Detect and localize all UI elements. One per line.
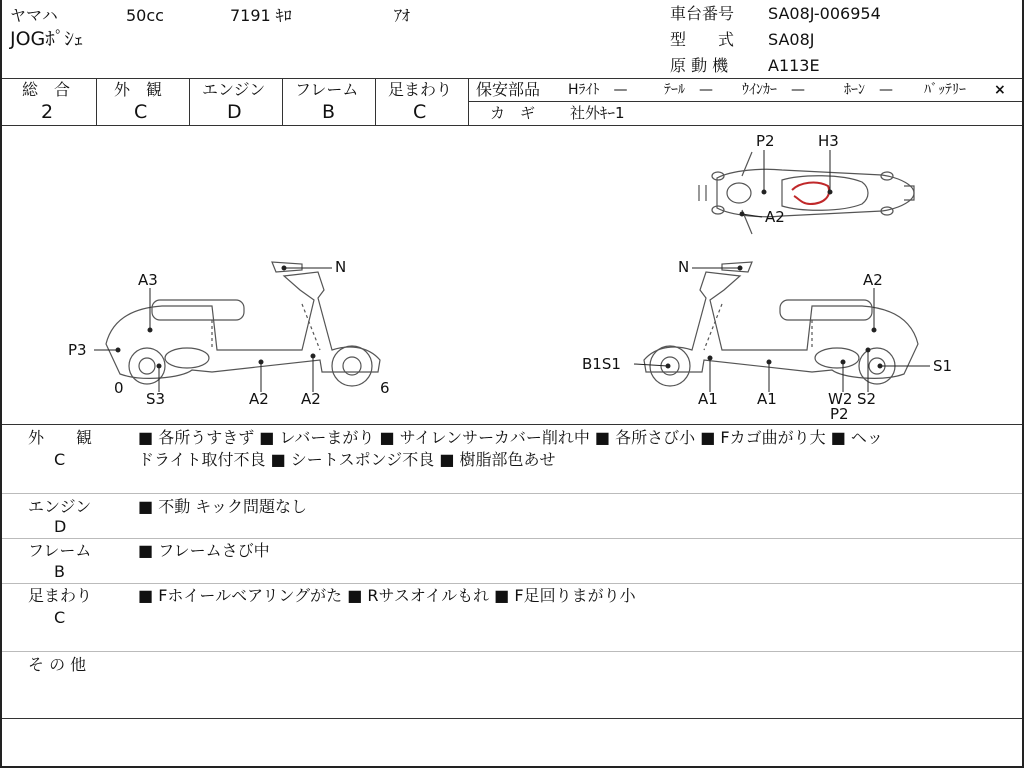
battery-missing-mark: × <box>994 82 1006 98</box>
notes-suspension-text: ■ Fホイールベアリングがた ■ Rサスオイルもれ ■ F足回りまがり小 <box>138 586 636 605</box>
color: ｱｵ <box>394 6 411 25</box>
notes-frame-grade: B <box>54 562 65 581</box>
engine-grade: D <box>227 101 242 123</box>
model-name: JOGﾎﾟｼｪ <box>10 28 84 50</box>
notes-exterior-line2: ドライト取付不良 ■ シートスポンジ不良 ■ 樹脂部色あせ <box>138 450 556 469</box>
label-top-a2: A2 <box>765 208 785 226</box>
label-right-a1b: A1 <box>757 390 777 408</box>
suspension-grade: C <box>413 101 427 123</box>
grade-divider <box>375 78 376 125</box>
scooter-diagram <box>2 126 1022 424</box>
label-left-a2b: A2 <box>301 390 321 408</box>
safety-headlight: Hﾗｲﾄ — <box>568 82 628 98</box>
grade-divider <box>96 78 97 125</box>
displacement: 50cc <box>126 6 164 25</box>
label-left-s3: S3 <box>146 390 166 408</box>
safety-tail: ﾃｰﾙ — <box>664 82 713 98</box>
label-top-h3: H3 <box>818 132 839 150</box>
exterior-grade-label: 外 観 <box>114 80 163 99</box>
label-top-p2: P2 <box>756 132 775 150</box>
mileage: 7191 ｷﾛ <box>230 6 292 25</box>
label-right-a2: A2 <box>863 271 883 289</box>
label-left-zero: 0 <box>114 379 124 397</box>
label-left-a3: A3 <box>138 271 158 289</box>
notes-frame-text: ■ フレームさび中 <box>138 541 270 560</box>
safety-horn: ﾎｰﾝ — <box>844 82 893 98</box>
model-type-label: 型 式 <box>670 30 735 49</box>
label-right-a1a: A1 <box>698 390 718 408</box>
notes-frame-label: フレーム <box>28 541 92 560</box>
label-right-b1s1: B1S1 <box>582 355 621 373</box>
engine-label: 原 動 機 <box>670 56 729 75</box>
engine-grade-label: エンジン <box>202 80 266 99</box>
notes-separator <box>2 583 1022 584</box>
label-right-p2: P2 <box>830 405 849 423</box>
notes-exterior-line1: ■ 各所うすきず ■ レバーまがり ■ サイレンサーカバー削れ中 ■ 各所さび小 ■ Fカゴ曲がり大 ■ ヘッ <box>138 428 883 447</box>
notes-engine-grade: D <box>54 517 67 536</box>
notes-engine-text: ■ 不動 キック問題なし <box>138 497 307 516</box>
label-left-six: 6 <box>380 379 390 397</box>
maker: ヤマハ <box>10 6 58 25</box>
grade-top-line <box>2 78 1022 79</box>
overall-grade: 2 <box>41 101 54 123</box>
frame-number-label: 車台番号 <box>670 4 735 23</box>
safety-divider <box>469 101 1022 102</box>
notes-other-label: そ の 他 <box>28 655 87 674</box>
model-type: SA08J <box>768 30 815 49</box>
grade-divider <box>282 78 283 125</box>
frame-grade-label: フレーム <box>295 80 359 99</box>
frame-number: SA08J-006954 <box>768 4 881 23</box>
label-left-n: N <box>335 258 347 276</box>
overall-label: 総 合 <box>22 80 71 99</box>
safety-label: 保安部品 <box>476 80 541 99</box>
damage-mark-h3 <box>792 183 829 204</box>
key-label: カ ギ <box>490 104 536 122</box>
safety-winker: ｳｲﾝｶｰ — <box>742 82 805 98</box>
notes-engine-label: エンジン <box>28 497 92 516</box>
frame-grade: B <box>322 101 336 123</box>
notes-suspension-label: 足まわり <box>28 586 93 605</box>
notes-top-line <box>2 424 1022 425</box>
top-view-scooter <box>699 152 914 234</box>
notes-bottom-line <box>2 718 1022 719</box>
notes-exterior-label: 外 観 <box>28 428 93 447</box>
label-right-s2: S2 <box>857 390 877 408</box>
notes-separator <box>2 493 1022 494</box>
label-right-s1: S1 <box>933 357 953 375</box>
safety-battery: ﾊﾞｯﾃﾘｰ <box>924 82 966 98</box>
notes-separator <box>2 538 1022 539</box>
grade-divider <box>189 78 190 125</box>
label-right-w2: W2 <box>828 390 853 408</box>
exterior-grade: C <box>134 101 148 123</box>
key-value: 社外ｷｰ1 <box>570 104 625 122</box>
notes-exterior-grade: C <box>54 450 66 469</box>
label-left-p3: P3 <box>68 341 87 359</box>
notes-suspension-grade: C <box>54 608 66 627</box>
label-left-a2a: A2 <box>249 390 269 408</box>
label-right-n: N <box>678 258 690 276</box>
suspension-grade-label: 足まわり <box>388 80 453 99</box>
notes-separator <box>2 651 1022 652</box>
engine-code: A113E <box>768 56 820 75</box>
